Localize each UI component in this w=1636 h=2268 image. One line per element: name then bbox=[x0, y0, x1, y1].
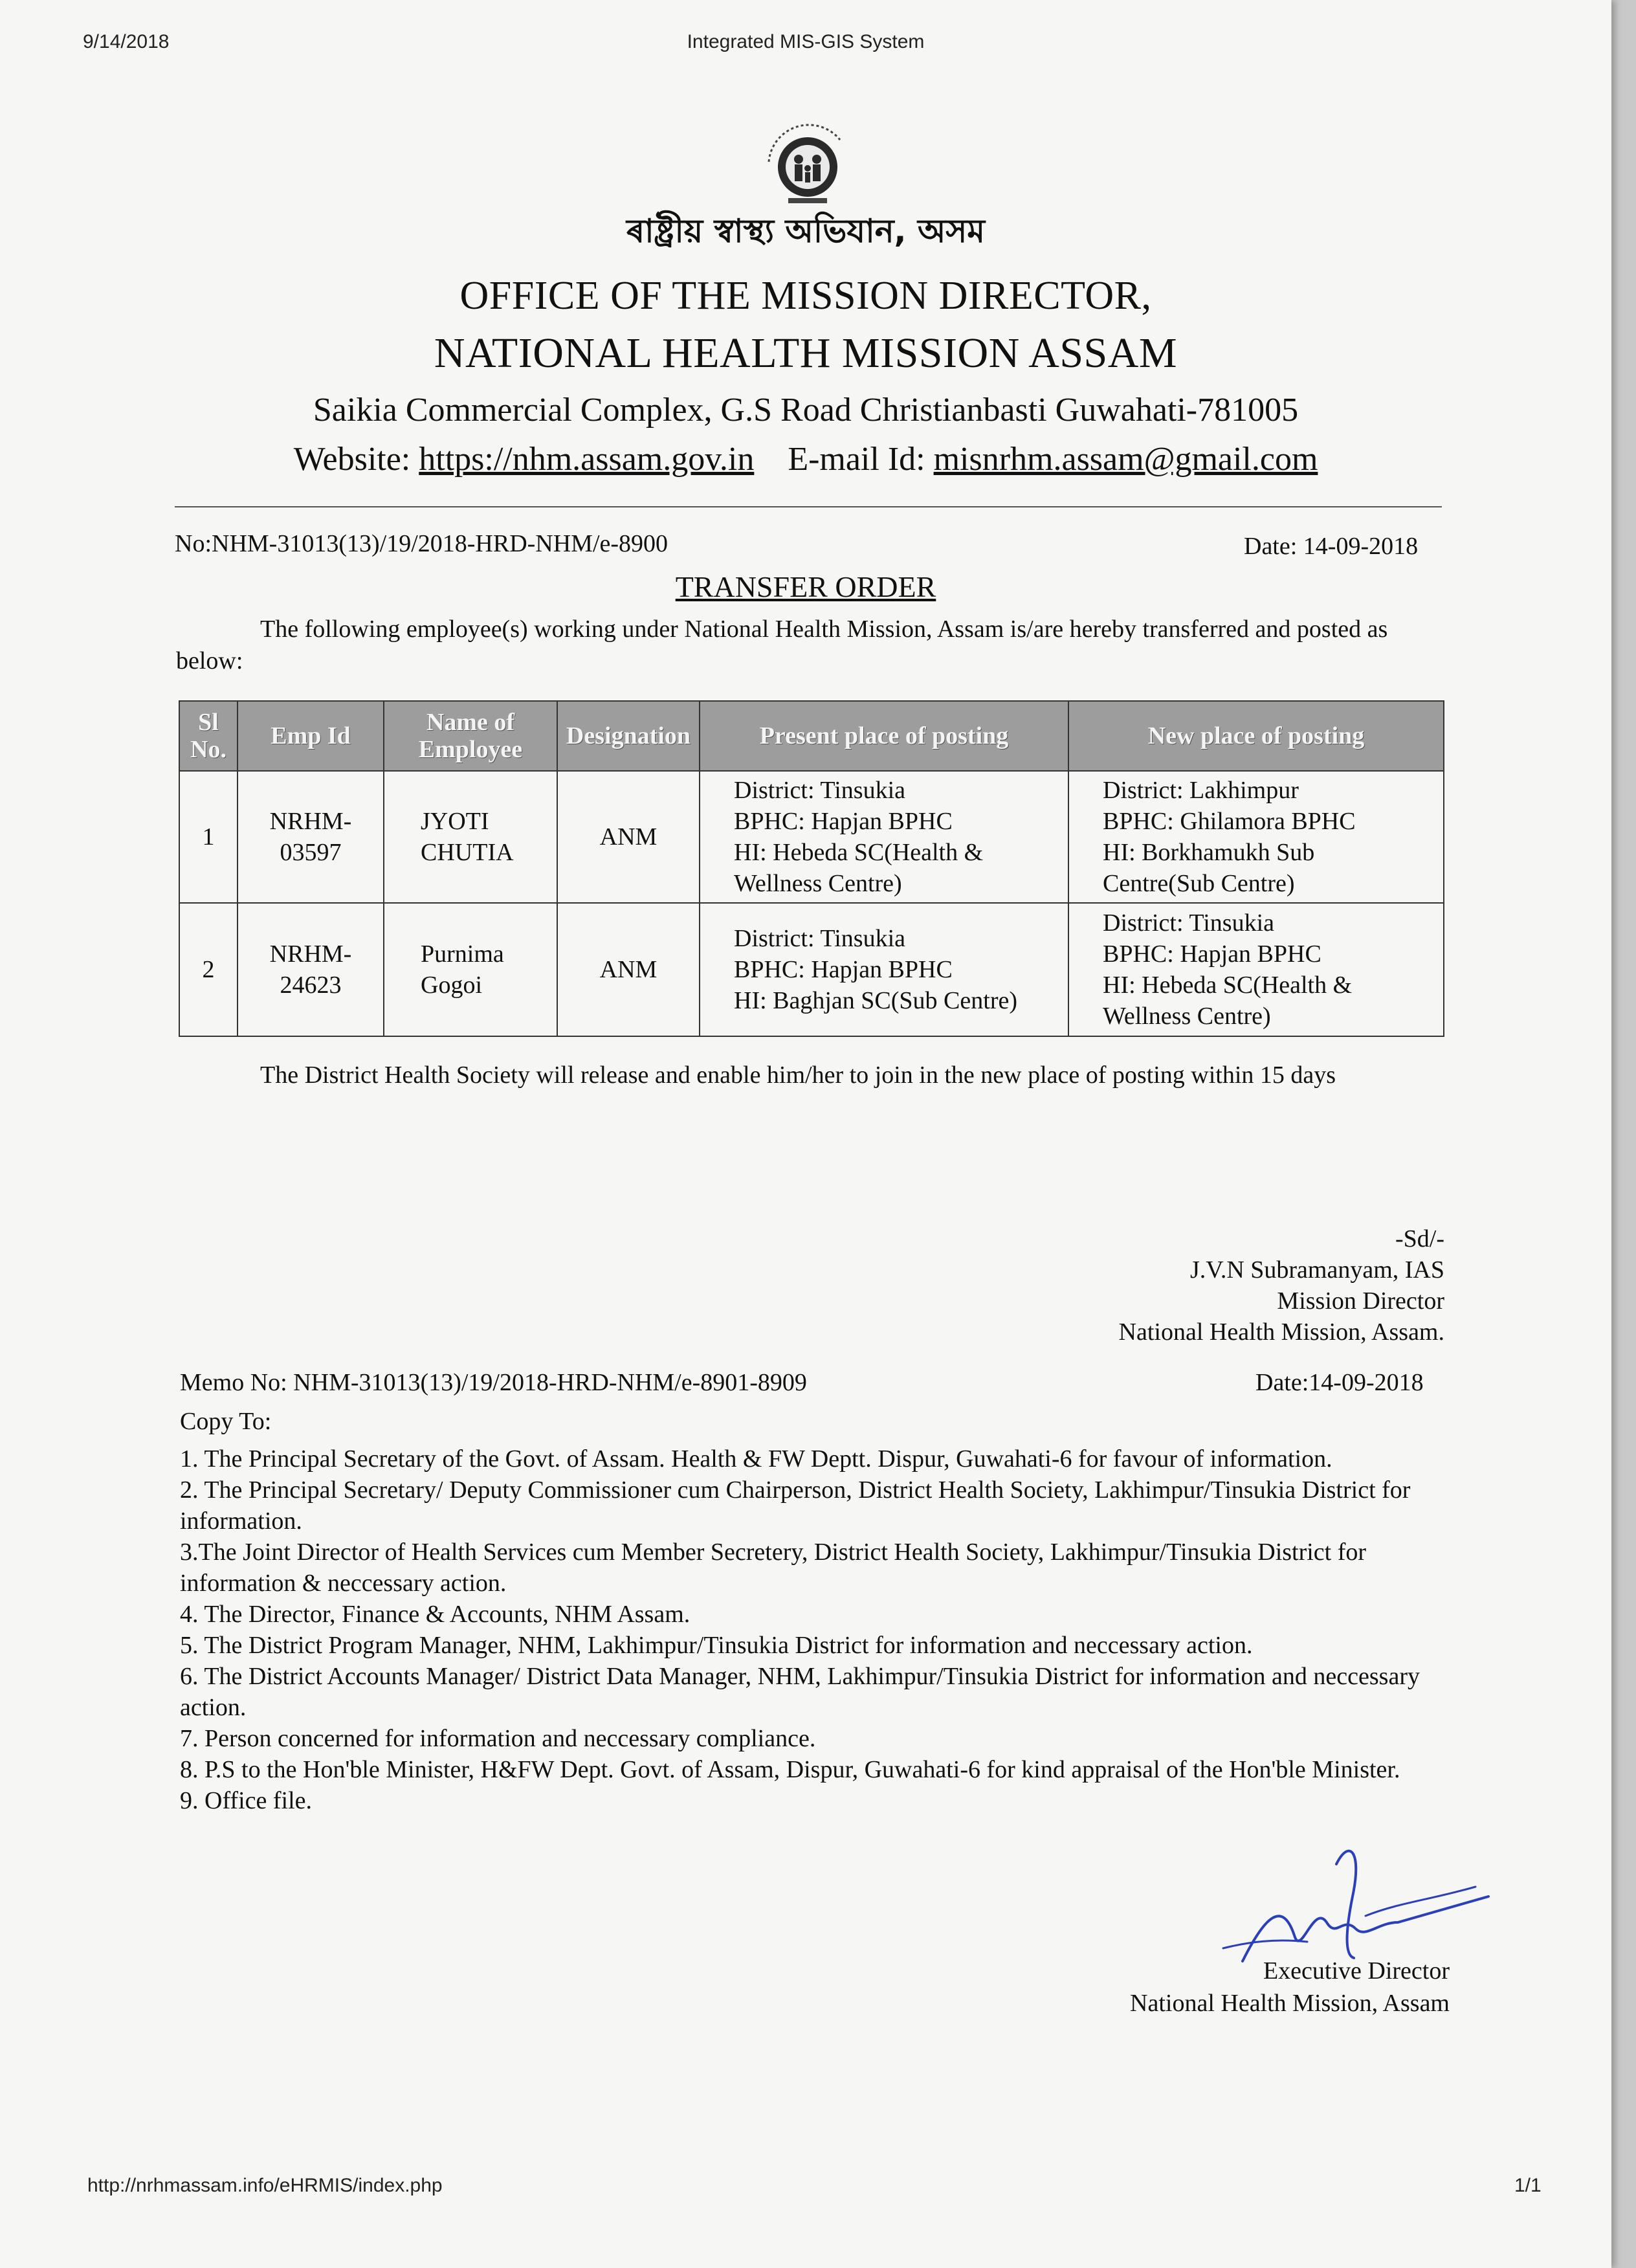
signatory-designation: Mission Director bbox=[1277, 1287, 1444, 1315]
cell-emp-id: NRHM- 03597 bbox=[238, 771, 384, 903]
executive-org: National Health Mission, Assam bbox=[1130, 1990, 1450, 2017]
header-designation: Designation bbox=[557, 701, 700, 771]
list-item: 4. The Director, Finance & Accounts, NHM Assam. bbox=[180, 1601, 691, 1628]
table-row bbox=[179, 771, 1444, 903]
header-present-posting: Present place of posting bbox=[700, 701, 1068, 771]
signatory-name: J.V.N Subramanyam, IAS bbox=[1189, 1256, 1444, 1284]
header-sl: Sl No. bbox=[179, 701, 238, 771]
cell-present-posting: District: Tinsukia BPHC: Hapjan BPHC HI: Baghjan SC(Sub Centre) bbox=[700, 903, 1068, 1036]
executive-title: Executive Director bbox=[1263, 1957, 1450, 1984]
cell-emp-id: NRHM- 24623 bbox=[238, 903, 384, 1036]
cell-new-posting: District: Lakhimpur BPHC: Ghilamora BPHC HI: Borkhamukh Sub Centre(Sub Centre) bbox=[1068, 771, 1444, 903]
mission-director-signature-block bbox=[1119, 1223, 1444, 1348]
cell-present-posting: District: Tinsukia BPHC: Hapjan BPHC HI: Hebeda SC(Health & Wellness Centre) bbox=[700, 771, 1068, 903]
letterhead-mission: NATIONAL HEALTH MISSION ASSAM bbox=[434, 329, 1178, 377]
email-label: E-mail Id: bbox=[788, 441, 925, 478]
letterhead-office: OFFICE OF THE MISSION DIRECTOR, bbox=[459, 274, 1152, 318]
email-link[interactable]: misnrhm.assam@gmail.com bbox=[933, 441, 1318, 478]
header-new-posting: New place of posting bbox=[1068, 701, 1444, 771]
website-link[interactable]: https://nhm.assam.gov.in bbox=[419, 441, 755, 478]
table-header-row bbox=[179, 701, 1444, 771]
order-date: Date: 14-09-2018 bbox=[1244, 533, 1419, 560]
list-item: 2. The Principal Secretary/ Deputy Commissioner cum Chairperson, District Health Society, Lakhimpur/Tinsukia District for information. bbox=[180, 1476, 1411, 1535]
cell-new-posting: District: Tinsukia BPHC: Hapjan BPHC HI: Hebeda SC(Health & Wellness Centre) bbox=[1068, 903, 1444, 1036]
cell-sl: 2 bbox=[179, 903, 238, 1036]
cell-designation: ANM bbox=[557, 903, 700, 1036]
list-item: 7. Person concerned for information and neccessary compliance. bbox=[180, 1725, 816, 1752]
header-emp-id: Emp Id bbox=[238, 701, 384, 771]
executive-director-block bbox=[1130, 1955, 1450, 2019]
letterhead-bengali-title: ৰাষ্ট্ৰীয় স্বাস্থ্য অভিযান, অসম bbox=[626, 212, 986, 250]
table-row bbox=[179, 903, 1444, 1036]
letterhead-divider bbox=[175, 506, 1442, 507]
list-item: 8. P.S to the Hon'ble Minister, H&FW Dept. Govt. of Assam, Dispur, Guwahati-6 for kind appraisal of the Hon'ble Minister. bbox=[180, 1756, 1400, 1783]
copy-list bbox=[180, 1443, 1435, 1816]
nhm-logo-icon bbox=[743, 117, 872, 220]
print-page-indicator: 1/1 bbox=[1514, 2175, 1542, 2196]
list-item: 1. The Principal Secretary of the Govt. of Assam. Health & FW Deptt. Dispur, Guwahati-6 for favour of information. bbox=[180, 1445, 1332, 1473]
signatory-org: National Health Mission, Assam. bbox=[1118, 1318, 1444, 1346]
memo-number: Memo No: NHM-31013(13)/19/2018-HRD-NHM/e-8901-8909 bbox=[180, 1369, 807, 1396]
header-name: Name of Employee bbox=[384, 701, 557, 771]
letterhead-contact bbox=[0, 440, 1611, 478]
print-url: http://nrhmassam.info/eHRMIS/index.php bbox=[87, 2175, 443, 2196]
order-title: TRANSFER ORDER bbox=[675, 570, 936, 603]
list-item: 5. The District Program Manager, NHM, Lakhimpur/Tinsukia District for information and neccessary action. bbox=[180, 1632, 1253, 1659]
cell-designation: ANM bbox=[557, 771, 700, 903]
release-instruction: The District Health Society will release and enable him/her to join in the new place of posting within 15 days bbox=[260, 1062, 1336, 1089]
copy-to-label: Copy To: bbox=[180, 1408, 272, 1435]
order-number: No:NHM-31013(13)/19/2018-HRD-NHM/e-8900 bbox=[175, 530, 669, 557]
transfer-table bbox=[179, 700, 1444, 1037]
list-item: 3.The Joint Director of Health Services cum Member Secretery, District Health Society, Lakhimpur/Tinsukia District for information & neccessary action. bbox=[180, 1539, 1367, 1597]
memo-date: Date:14-09-2018 bbox=[1255, 1369, 1424, 1396]
cell-employee-name: JYOTI CHUTIA bbox=[384, 771, 557, 903]
list-item: 6. The District Accounts Manager/ District Data Manager, NHM, Lakhimpur/Tinsukia District for information and neccessary action. bbox=[180, 1663, 1420, 1721]
print-title: Integrated MIS-GIS System bbox=[687, 31, 925, 52]
print-date: 9/14/2018 bbox=[83, 31, 170, 52]
letterhead-address: Saikia Commercial Complex, G.S Road Christianbasti Guwahati-781005 bbox=[313, 392, 1299, 428]
sd-mark: -Sd/- bbox=[1395, 1225, 1444, 1252]
list-item: 9. Office file. bbox=[180, 1787, 312, 1814]
website-label: Website: bbox=[293, 441, 411, 478]
cell-employee-name: Purnima Gogoi bbox=[384, 903, 557, 1036]
cell-sl: 1 bbox=[179, 771, 238, 903]
order-intro: The following employee(s) working under National Health Mission, Assam is/are hereby transferred and posted as below: bbox=[176, 616, 1388, 674]
